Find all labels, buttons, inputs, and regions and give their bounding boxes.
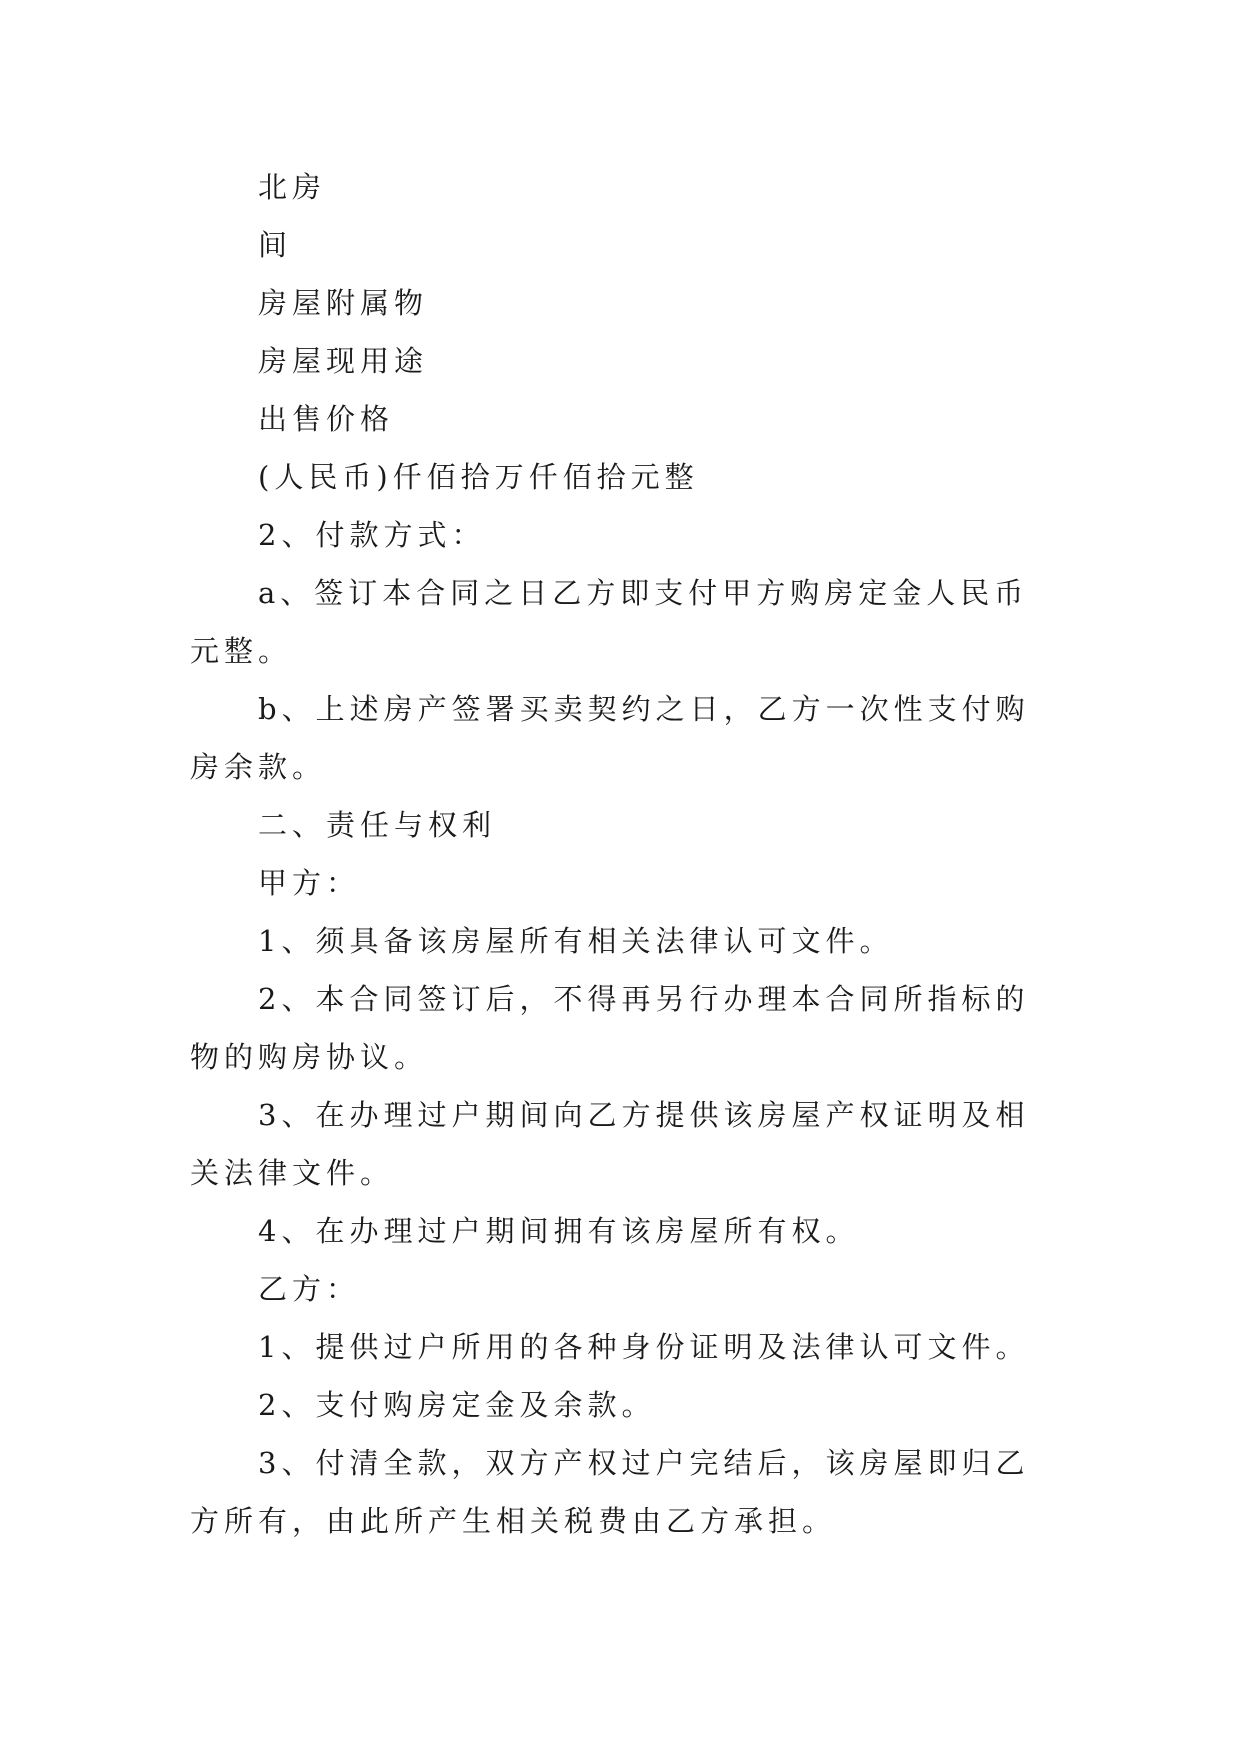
paragraph: 3、在办理过户期间向乙方提供该房屋产权证明及相关法律文件。 — [190, 1098, 1030, 1190]
paragraph: 1、须具备该房屋所有相关法律认可文件。 — [258, 924, 894, 958]
section-heading: 二、责任与权利 — [258, 808, 497, 842]
paragraph: b、上述房产签署买卖契约之日，乙方一次性支付购房余款。 — [190, 692, 1030, 784]
paragraph: 北房 — [258, 170, 327, 204]
paragraph: (人民币)仟佰拾万仟佰拾元整 — [258, 460, 699, 494]
paragraph: a、签订本合同之日乙方即支付甲方购房定金人民币元整。 — [190, 576, 1029, 668]
paragraph: 1、提供过户所用的各种身份证明及法律认可文件。 — [258, 1330, 1030, 1364]
paragraph: 出售价格 — [258, 402, 395, 436]
party-heading: 乙方： — [258, 1272, 361, 1306]
document-body — [190, 158, 1060, 1550]
paragraph: 2、本合同签订后，不得再另行办理本合同所指标的物的购房协议。 — [190, 982, 1030, 1074]
paragraph: 3、付清全款，双方产权过户完结后，该房屋即归乙方所有，由此所产生相关税费由乙方承担。 — [190, 1446, 1030, 1538]
paragraph: 2、付款方式： — [258, 518, 486, 552]
paragraph: 2、支付购房定金及余款。 — [258, 1388, 656, 1422]
paragraph: 4、在办理过户期间拥有该房屋所有权。 — [258, 1214, 860, 1248]
paragraph: 房屋现用途 — [258, 344, 429, 378]
party-heading: 甲方： — [258, 866, 361, 900]
paragraph: 房屋附属物 — [258, 286, 429, 320]
paragraph: 间 — [258, 228, 293, 262]
